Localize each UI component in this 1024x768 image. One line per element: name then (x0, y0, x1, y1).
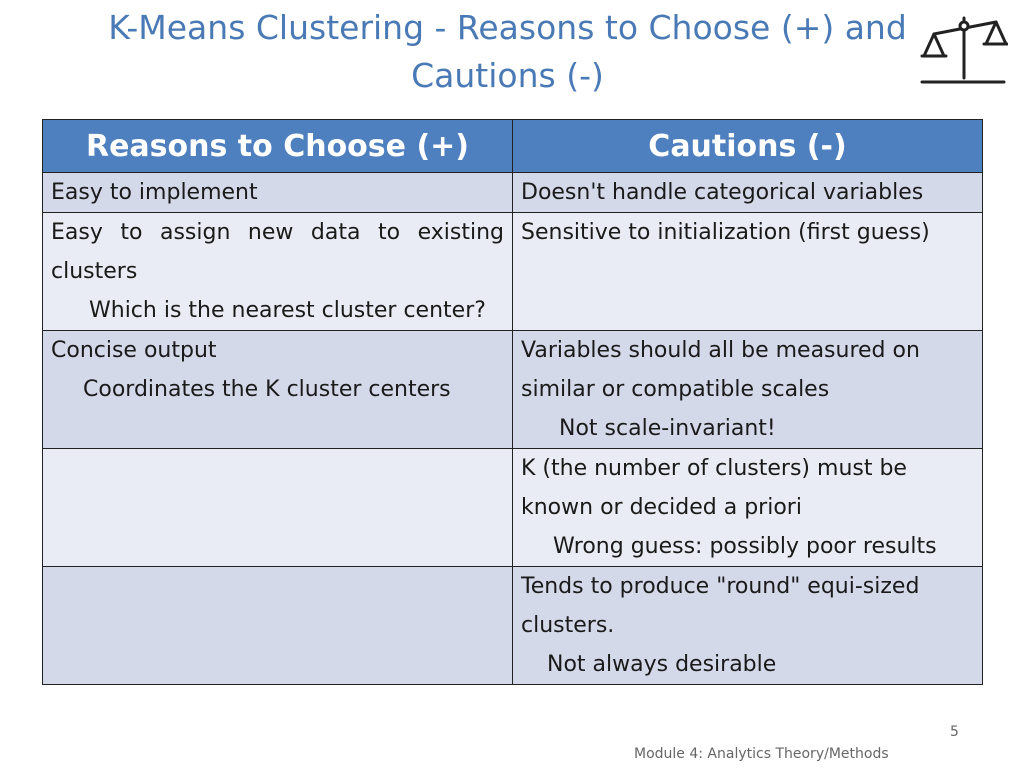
table-row (43, 449, 983, 567)
header-reasons: Reasons to Choose (+) (43, 120, 513, 173)
balance-scale-icon (918, 12, 1008, 88)
header-cautions: Cautions (-) (513, 120, 983, 173)
reasons-cell (43, 213, 513, 331)
slide-title-line2: Cautions (-) (411, 56, 604, 95)
cautions-cell (513, 173, 983, 213)
slide-title-line1: K-Means Clustering - Reasons to Choose (+) and (108, 8, 907, 47)
page-number: 5 (950, 724, 959, 740)
reasons-cell (43, 331, 513, 449)
cell-line: Tends to produce "round" equi-sized (521, 574, 920, 599)
cell-line: Sensitive to initialization (first guess) (521, 220, 930, 245)
cell-subline: Not scale-invariant! (559, 416, 776, 441)
reasons-cell (43, 173, 513, 213)
cell-line: Doesn't handle categorical variables (521, 180, 924, 205)
table-row (43, 173, 983, 213)
cell-subline: Which is the nearest cluster center? (89, 298, 486, 323)
reasons-cell (43, 449, 513, 567)
table-row (43, 567, 983, 685)
cell-line: clusters (51, 259, 138, 284)
cell-line: clusters. (521, 613, 615, 638)
cell-line: known or decided a priori (521, 495, 802, 520)
cautions-cell (513, 567, 983, 685)
cell-line: Easy to implement (51, 180, 258, 205)
cell-subline: Coordinates the K cluster centers (83, 377, 451, 402)
cautions-cell (513, 213, 983, 331)
cell-subline: Wrong guess: possibly poor results (553, 534, 937, 559)
slide-title (100, 4, 915, 100)
cell-line: similar or compatible scales (521, 377, 830, 402)
footer-module-label: Module 4: Analytics Theory/Methods (634, 746, 889, 762)
table-row (43, 213, 983, 331)
cell-line: Concise output (51, 338, 217, 363)
reasons-cautions-table (42, 119, 983, 685)
table-row (43, 331, 983, 449)
cell-subline: Not always desirable (547, 652, 777, 677)
cautions-cell (513, 331, 983, 449)
table-header-row (43, 120, 983, 173)
cautions-cell (513, 449, 983, 567)
cell-line: K (the number of clusters) must be (521, 456, 907, 481)
reasons-cell (43, 567, 513, 685)
cell-line: Variables should all be measured on (521, 338, 920, 363)
cell-line: Easy to assign new data to existing (51, 220, 504, 245)
